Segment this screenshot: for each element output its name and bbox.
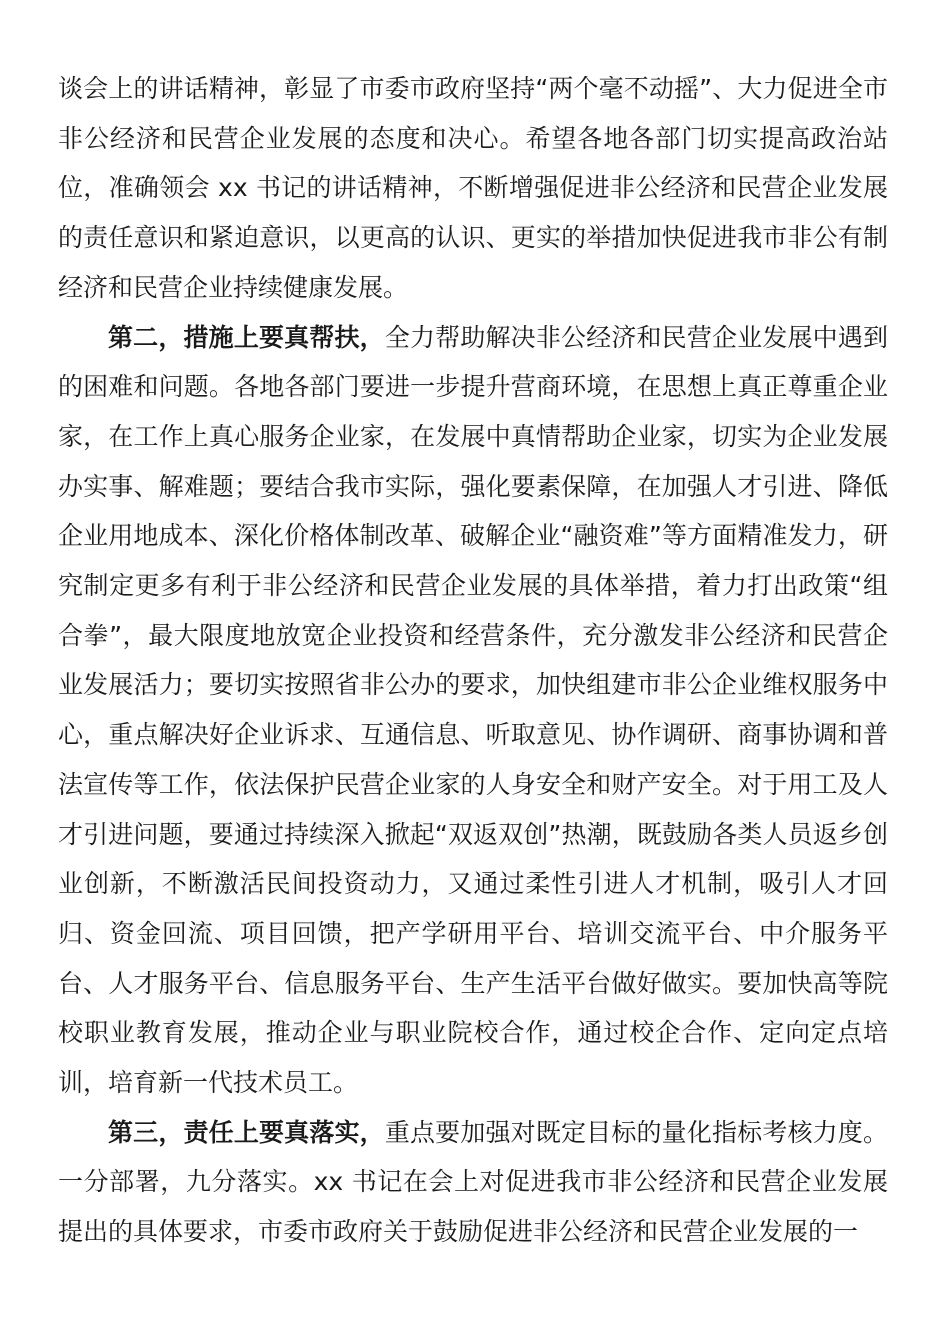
paragraph-second-measures — [58, 313, 888, 1108]
document-body — [58, 64, 888, 1257]
paragraph-continuation — [58, 64, 888, 313]
paragraph-text: 谈会上的讲话精神，彰显了市委市政府坚持“两个毫不动摇”、大力促进全市非公经济和民营企业发展的态度和决心。希望各地各部门切实提高政治站位，准确领会 xx 书记的讲话精神，不断增强促进非公经济和民营企业发展的责任意识和紧迫意识，以更高的认识、更实的举措加快促进我市非公有制经济和民营企业持续健康发展。 — [58, 74, 888, 302]
paragraph-text: 全力帮助解决非公经济和民营企业发展中遇到的困难和问题。各地各部门要进一步提升营商环境，在思想上真正尊重企业家，在工作上真心服务企业家，在发展中真情帮助企业家，切实为企业发展办实事、解难题；要结合我市实际，强化要素保障，在加强人才引进、降低企业用地成本、深化价格体制改革、破解企业“融资难”等方面精准发力，研究制定更多有利于非公经济和民营企业发展的具体举措，着力打出政策“组合拳”，最大限度地放宽企业投资和经营条件，充分激发非公经济和民营企业发展活力；要切实按照省非公办的要求，加快组建市非公企业维权服务中心，重点解决好企业诉求、互通信息、听取意见、协作调研、商事协调和普法宣传等工作，依法保护民营企业家的人身安全和财产安全。对于用工及人才引进问题，要通过持续深入掀起“双返双创”热潮，既鼓励各类人员返乡创业创新，不断激活民间投资动力，又通过柔性引进人才机制，吸引人才回归、资金回流、项目回馈，把产学研用平台、培训交流平台、中介服务平台、人才服务平台、信息服务平台、生产生活平台做好做实。要加快高等院校职业教育发展，推动企业与职业院校合作，通过校企合作、定向定点培训，培育新一代技术员工。 — [58, 322, 888, 1098]
paragraph-third-responsibility — [58, 1108, 888, 1257]
paragraph-lead: 第二，措施上要真帮扶， — [108, 322, 385, 352]
paragraph-lead: 第三，责任上要真落实， — [108, 1117, 385, 1147]
paragraph-text: 重点要加强对既定目标的量化指标考核力度。一分部署，九分落实。xx 书记在会上对促进我市非公经济和民营企业发展提出的具体要求，市委市政府关于鼓励促进非公经济和民营企业发展的一 — [58, 1117, 888, 1247]
